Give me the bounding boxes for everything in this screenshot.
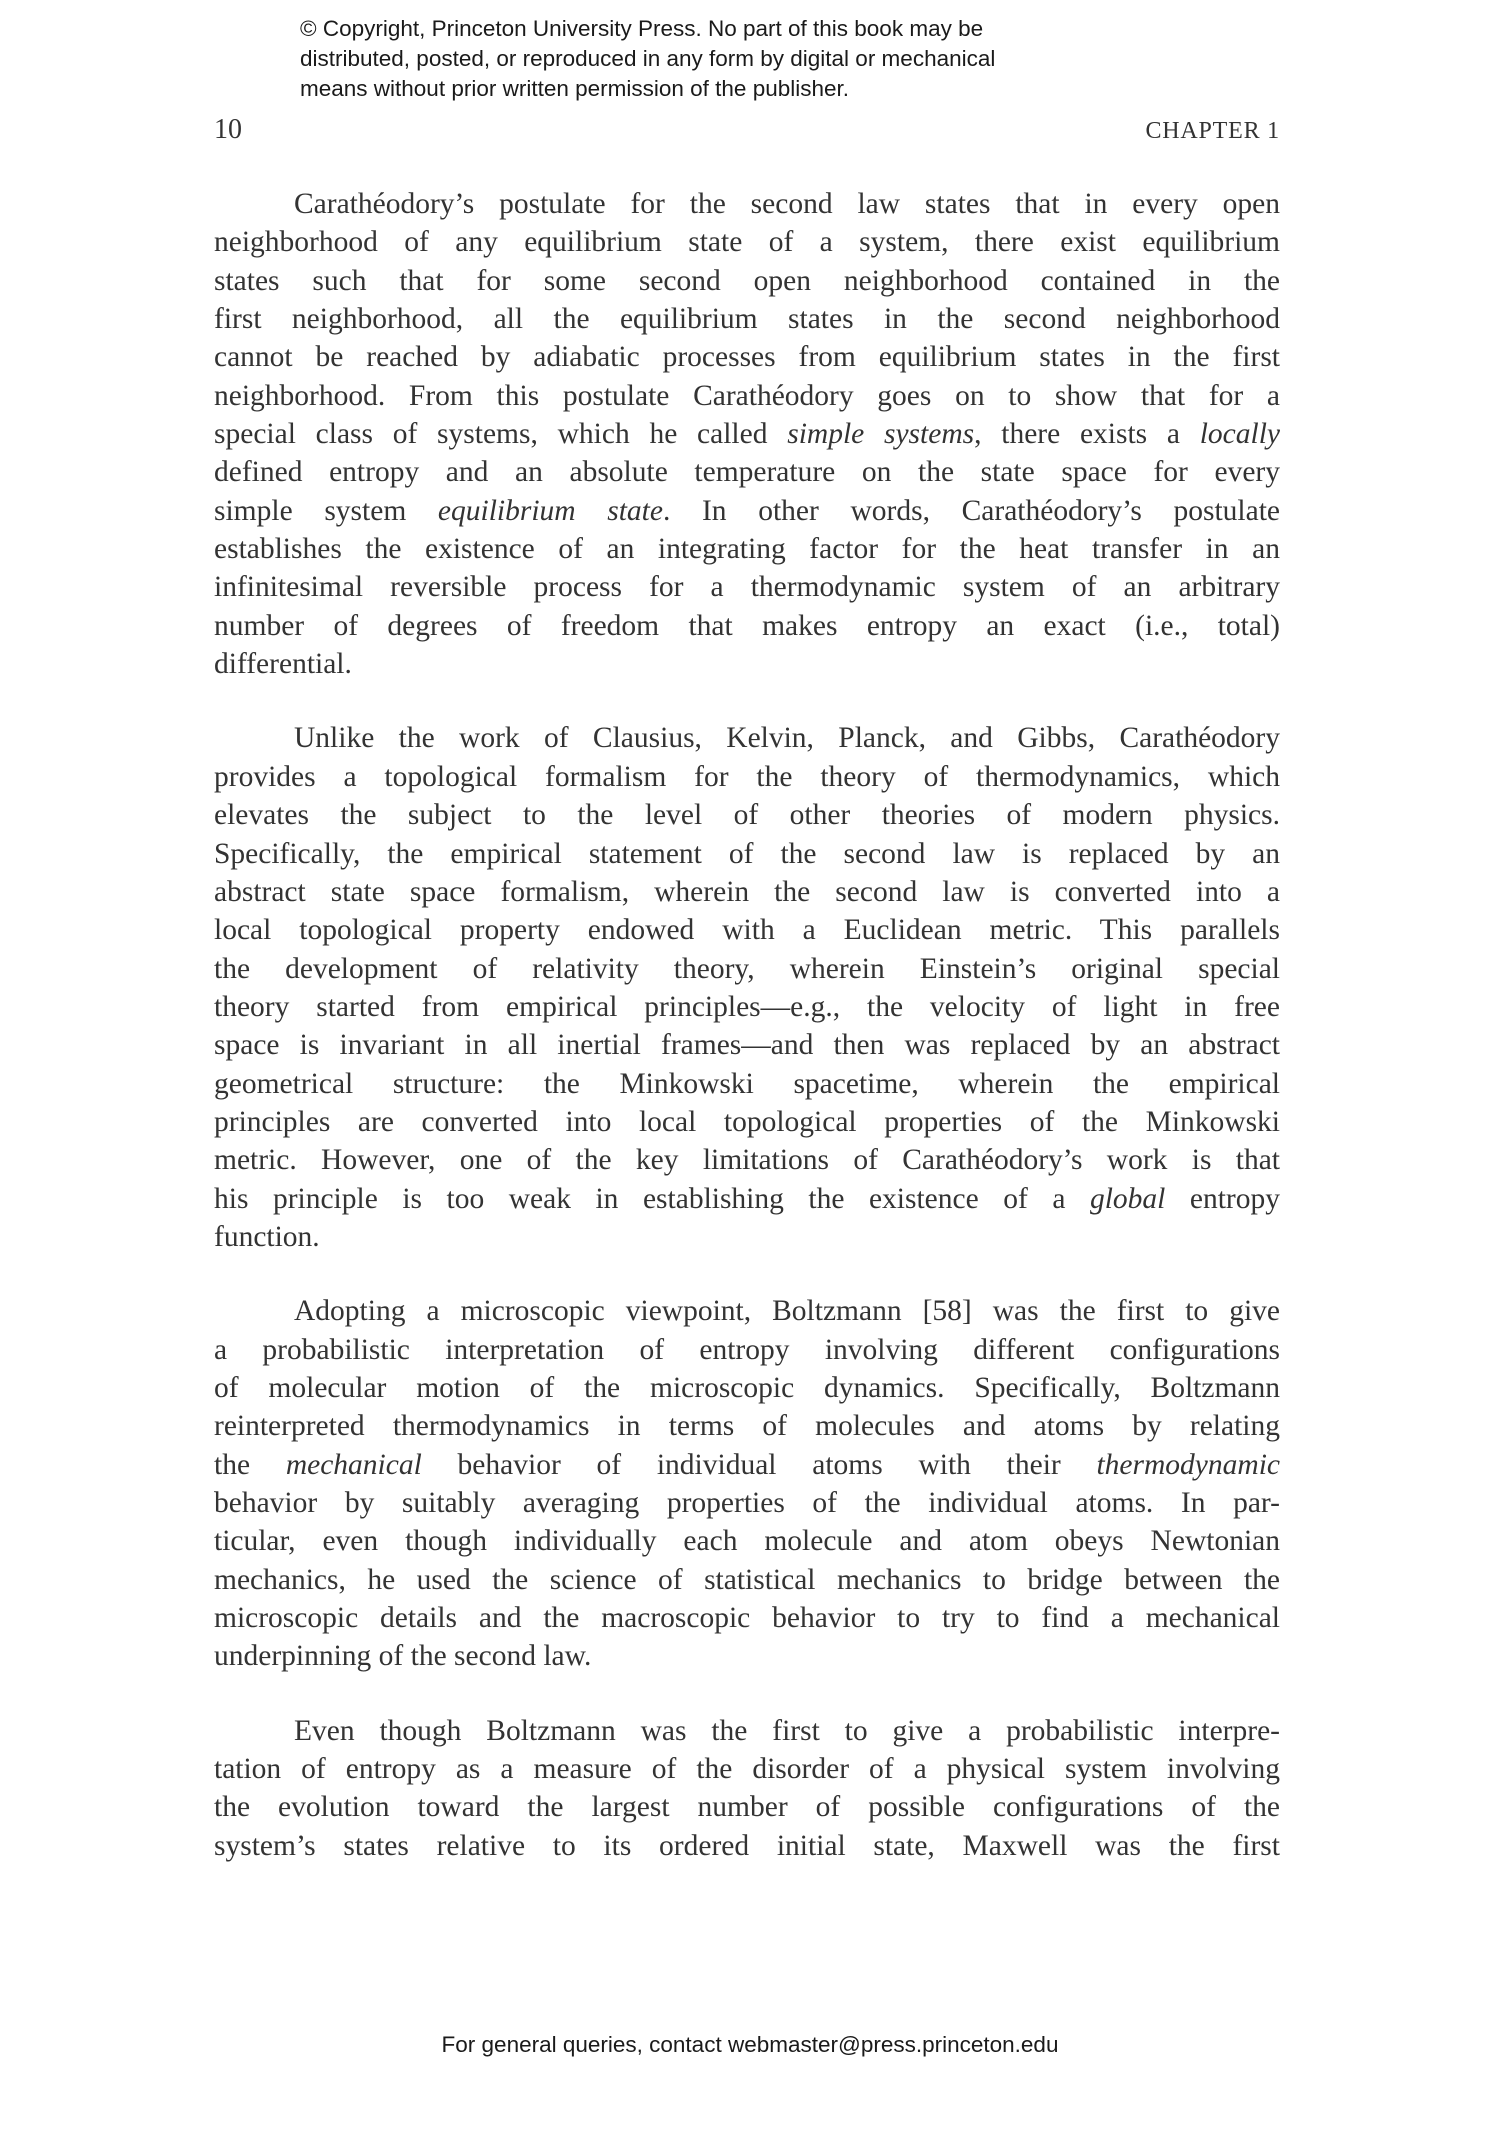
text-line: principles are converted into local topological properties of the Minkowski	[214, 1105, 1280, 1138]
emphasis: equilibrium state	[437, 494, 663, 527]
copyright-line: means without prior written permission of the publisher.	[300, 76, 850, 101]
text-line: behavior by suitably averaging properties of the individual atoms. In par-	[214, 1487, 1280, 1519]
text-line: number of degrees of freedom that makes entropy an exact (i.e., total)	[214, 609, 1280, 642]
text-line: infinitesimal reversible process for a thermodynamic system of an arbitrary	[214, 571, 1280, 604]
copyright-line: distributed, posted, or reproduced in any form by digital or mechanical	[300, 46, 996, 71]
text-line: function.	[214, 1220, 320, 1253]
copyright-notice	[300, 14, 1160, 104]
paragraph	[214, 1292, 1280, 1675]
text-line: space is invariant in all inertial frames—and then was replaced by an abstract	[214, 1029, 1280, 1062]
running-head	[214, 114, 1280, 150]
emphasis: mechanical	[285, 1448, 422, 1481]
text-line: states such that for some second open neighborhood contained in the	[214, 264, 1280, 297]
chapter-label: CHAPTER 1	[1145, 118, 1280, 144]
paragraph	[214, 185, 1280, 683]
text-line: elevates the subject to the level of other theories of modern physics.	[214, 799, 1280, 832]
text-line: the evolution toward the largest number of possible configurations of the	[214, 1791, 1280, 1824]
text-line: neighborhood. From this postulate Carathéodory goes on to show that for a	[214, 379, 1280, 412]
footer-contact: For general queries, contact webmaster@press.princeton.edu	[441, 2032, 1059, 2057]
text-line: provides a topological formalism for the theory of thermodynamics, which	[214, 760, 1280, 793]
text-line: underpinning of the second law.	[214, 1640, 592, 1673]
text-line: theory started from empirical principles—e.g., the velocity of light in free	[214, 990, 1280, 1023]
text-line: system’s states relative to its ordered initial state, Maxwell was the first	[214, 1829, 1280, 1862]
text-line: of molecular motion of the microscopic dynamics. Specifically, Boltzmann	[214, 1371, 1280, 1404]
text-line: geometrical structure: the Minkowski spacetime, wherein the empirical	[214, 1067, 1280, 1100]
text-line: reinterpreted thermodynamics in terms of molecules and atoms by relating	[214, 1410, 1280, 1443]
text-line: the development of relativity theory, wherein Einstein’s original special	[214, 952, 1280, 985]
emphasis: simple systems	[787, 418, 975, 451]
text-line: ticular, even though individually each molecule and atom obeys Newtonian	[214, 1525, 1280, 1558]
page-number: 10	[214, 114, 242, 145]
body-text	[214, 185, 1280, 1901]
text-line: metric. However, one of the key limitations of Carathéodory’s work is that	[214, 1144, 1280, 1177]
text-line: Unlike the work of Clausius, Kelvin, Planck, and Gibbs, Carathéodory	[294, 722, 1280, 755]
text-line: his principle is too weak in establishing the existence of a global entropy	[214, 1182, 1280, 1215]
emphasis: global	[1089, 1182, 1166, 1215]
text-line: microscopic details and the macroscopic behavior to try to find a mechanical	[214, 1602, 1280, 1635]
text-line: local topological property endowed with a Euclidean metric. This parallels	[214, 914, 1280, 947]
text-line: cannot be reached by adiabatic processes from equilibrium states in the first	[214, 341, 1280, 374]
text-line: Adopting a microscopic viewpoint, Boltzmann [58] was the first to give	[294, 1295, 1280, 1328]
text-line: differential.	[214, 648, 352, 681]
text-line: first neighborhood, all the equilibrium states in the second neighborhood	[214, 303, 1280, 336]
text-line: Specifically, the empirical statement of the second law is replaced by an	[214, 837, 1280, 870]
paragraph	[214, 719, 1280, 1256]
text-line: defined entropy and an absolute temperature on the state space for every	[214, 456, 1280, 489]
text-line: abstract state space formalism, wherein the second law is converted into a	[214, 875, 1280, 908]
copyright-line: © Copyright, Princeton University Press. No part of this book may be	[300, 16, 984, 41]
text-line: Even though Boltzmann was the first to give a probabilistic interpre-	[294, 1714, 1280, 1747]
text-line: tation of entropy as a measure of the disorder of a physical system involving	[214, 1753, 1280, 1786]
text-line: Carathéodory’s postulate for the second law states that in every open	[294, 188, 1280, 220]
emphasis: thermodynamic	[1096, 1448, 1280, 1481]
text-line: special class of systems, which he called simple systems, there exists a locally	[214, 418, 1281, 451]
text-line: simple system equilibrium state. In other words, Carathéodory’s postulate	[214, 494, 1280, 527]
text-line: mechanics, he used the science of statistical mechanics to bridge between the	[214, 1563, 1280, 1596]
paragraph	[214, 1712, 1280, 1865]
emphasis: locally	[1199, 418, 1281, 451]
text-line: the mechanical behavior of individual atoms with their thermodynamic	[214, 1448, 1280, 1481]
text-line: neighborhood of any equilibrium state of a system, there exist equilibrium	[214, 226, 1280, 259]
text-line: a probabilistic interpretation of entropy involving different configurations	[214, 1333, 1280, 1366]
text-line: establishes the existence of an integrating factor for the heat transfer in an	[214, 533, 1280, 566]
